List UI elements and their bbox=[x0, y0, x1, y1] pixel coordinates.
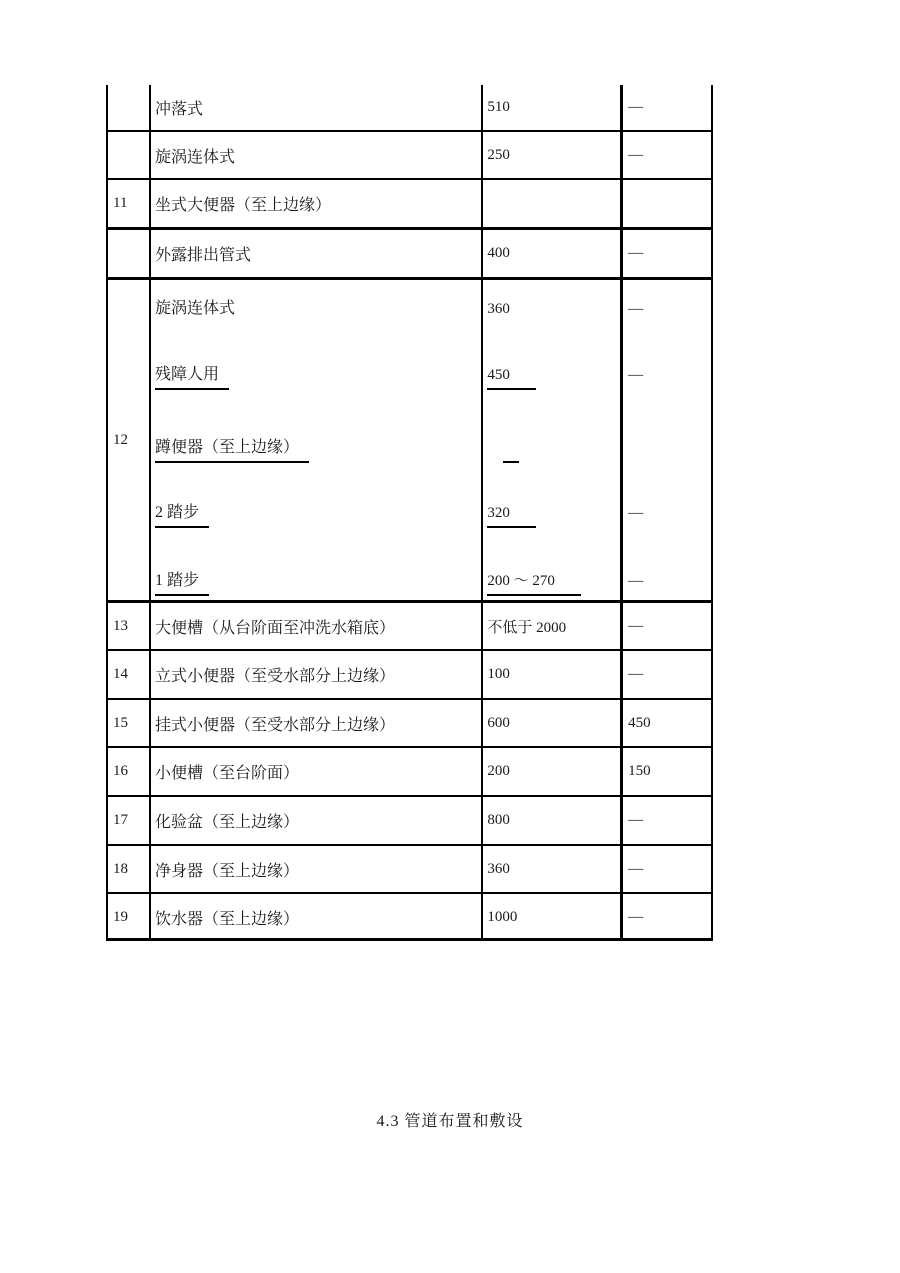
subrow-desc: 2 踏步 bbox=[155, 502, 209, 528]
extra-cell bbox=[623, 280, 711, 600]
subrow-extra: — bbox=[628, 573, 644, 589]
value-cell: 510 bbox=[483, 85, 623, 130]
table-row bbox=[108, 600, 711, 649]
description-cell: 外露排出管式 bbox=[151, 230, 483, 277]
value-cell: 不低于 2000 bbox=[483, 603, 623, 649]
subrow-extra: — bbox=[628, 505, 644, 521]
extra-cell: — bbox=[628, 860, 644, 877]
row-number-cell: 12 bbox=[108, 280, 151, 600]
description-cell: 冲落式 bbox=[151, 85, 483, 130]
value-cell: 600 bbox=[483, 700, 623, 746]
subrow-value: 450 bbox=[487, 364, 536, 390]
fixture-height-table bbox=[106, 85, 713, 941]
table-row bbox=[108, 795, 711, 844]
extra-cell bbox=[623, 180, 711, 227]
value-cell bbox=[483, 280, 623, 600]
subrow-value: 360 bbox=[487, 301, 510, 317]
extra-cell: 150 bbox=[628, 763, 651, 779]
description-cell: 净身器（至上边缘） bbox=[151, 846, 483, 892]
extra-cell: — bbox=[628, 909, 644, 925]
description-cell: 旋涡连体式 bbox=[151, 132, 483, 178]
value-cell: 800 bbox=[483, 797, 623, 844]
description-cell bbox=[151, 280, 483, 600]
subrow-desc: 1 踏步 bbox=[155, 570, 209, 596]
row-number-cell: 17 bbox=[108, 797, 151, 844]
subrow-desc: 残障人用 bbox=[155, 364, 229, 390]
row-number-cell bbox=[108, 230, 151, 277]
description-cell: 饮水器（至上边缘） bbox=[151, 894, 483, 941]
value-cell: 400 bbox=[483, 230, 623, 277]
subrow-desc: 蹲便器（至上边缘） bbox=[155, 437, 309, 463]
description-cell: 大便槽（从台阶面至冲洗水箱底） bbox=[151, 603, 483, 649]
extra-cell: — bbox=[628, 617, 644, 634]
row-number-cell: 15 bbox=[108, 700, 151, 746]
description-cell: 立式小便器（至受水部分上边缘） bbox=[151, 651, 483, 698]
table-row bbox=[108, 178, 711, 227]
description-cell: 挂式小便器（至受水部分上边缘） bbox=[151, 700, 483, 746]
row-number-cell: 14 bbox=[108, 651, 151, 698]
row-number-cell: 19 bbox=[108, 894, 151, 941]
row-number-cell bbox=[108, 85, 151, 130]
description-cell: 小便槽（至台阶面） bbox=[151, 748, 483, 795]
value-cell: 360 bbox=[483, 846, 623, 892]
table-row bbox=[108, 698, 711, 746]
row-number-cell bbox=[108, 132, 151, 178]
extra-cell: — bbox=[628, 146, 644, 163]
description-cell: 坐式大便器（至上边缘） bbox=[151, 180, 483, 227]
row-number-cell: 11 bbox=[108, 180, 151, 227]
extra-cell: — bbox=[628, 245, 644, 261]
row-number-cell: 16 bbox=[108, 748, 151, 795]
table-row bbox=[108, 85, 711, 130]
subrow-value: 320 bbox=[487, 502, 536, 528]
value-cell: 1000 bbox=[483, 894, 623, 941]
table-row bbox=[108, 746, 711, 795]
section-heading: 4.3 管道布置和敷设 bbox=[376, 1113, 524, 1130]
extra-cell: — bbox=[628, 666, 644, 682]
extra-cell: — bbox=[628, 812, 644, 828]
table-row bbox=[108, 844, 711, 892]
row-number-cell: 13 bbox=[108, 603, 151, 649]
extra-cell: 450 bbox=[628, 714, 651, 731]
table-row bbox=[108, 649, 711, 698]
value-cell: 250 bbox=[483, 132, 623, 178]
subrow-extra: — bbox=[628, 367, 644, 383]
description-cell: 化验盆（至上边缘） bbox=[151, 797, 483, 844]
table-row bbox=[108, 892, 711, 941]
value-cell: 200 bbox=[483, 748, 623, 795]
table-row bbox=[108, 130, 711, 178]
table-row-12 bbox=[108, 277, 711, 600]
extra-cell: — bbox=[628, 99, 644, 115]
subrow-extra: — bbox=[628, 301, 644, 317]
subrow-value-dash bbox=[503, 437, 519, 463]
subrow-desc: 旋涡连体式 bbox=[154, 300, 235, 317]
subrow-value: 200 ～ 270 bbox=[487, 570, 581, 596]
value-cell bbox=[483, 180, 623, 227]
table-row bbox=[108, 227, 711, 277]
value-cell: 100 bbox=[483, 651, 623, 698]
row-number-cell: 18 bbox=[108, 846, 151, 892]
